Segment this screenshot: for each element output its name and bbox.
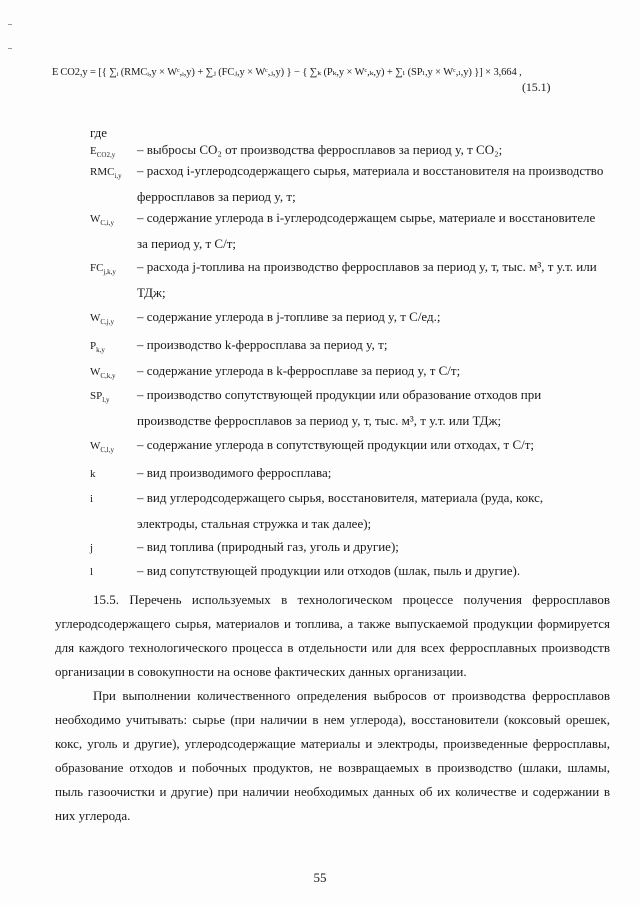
margin-mark — [8, 24, 12, 25]
paragraph-body: При выполнении количественного определения выбросов от производства ферросплавов необходимо учитывать: сырье (при наличии в нем углерода), восстановители (коксовый орешек, кокс, уголь и другие), углеродсодержащие материалы и электроды, произведенные ферросплавы, образование отходов и побочных продуктов, не возвращаемых в производство (шлаки, шламы, пыль газоочистки и другие) при наличии необходимых данных об их количестве и содержании в них углерода. — [55, 688, 610, 823]
definition-text: – вид углеродсодержащего сырья, восстановителя, материала (руда, кокс, электроды, стальная стружка и так далее); — [137, 490, 544, 531]
definition-symbol: $W_{C,i,y}$ — [90, 213, 115, 228]
definition-symbol: $SP_{l,y}$ — [90, 390, 110, 405]
definition-text: – вид топлива (природный газ, уголь и другие); — [137, 539, 399, 554]
definition-symbol: i — [90, 493, 94, 505]
paragraph-15-5: 15.5. Перечень используемых в технологическом процессе получения ферросплавов углеродсодержащего сырья, материалов и топлива, а также выпускаемой продукции формируется для каждого технологического процесса в отдельности или для всех ферросплавных производств организации в совокупности на основе фактических данных организации. — [55, 592, 610, 679]
definition-symbol: $P_{k,y}$ — [90, 340, 105, 355]
definition-text: – вид производимого ферросплава; — [137, 465, 332, 480]
page-number: 55 — [313, 870, 327, 885]
definition-text: – содержание углерода в k-ферросплаве за период y, т С/т; — [137, 363, 461, 378]
where-label: где — [90, 125, 108, 140]
definition-text: – содержание углерода в сопутствующей продукции или отходах, т С/т; — [137, 437, 535, 452]
definition-text: – содержание углерода в j-топливе за период y, т С/ед.; — [137, 309, 441, 324]
definition-symbol: j — [90, 542, 94, 554]
definition-text: – расход i-углеродсодержащего сырья, материала и восстановителя на производство ферросплавов за период y, т; — [137, 163, 604, 204]
formula-15-1 — [52, 66, 612, 94]
definition-symbol: $W_{C,l,y}$ — [90, 440, 115, 455]
definition-text: – расхода j-топлива на производство ферросплавов за период y, т, тыс. м³, т у.т. или ТДж; — [137, 259, 597, 300]
definition-text: – содержание углерода в i-углеродсодержащем сырье, материале и восстановителе за период y, т С/т; — [137, 210, 596, 251]
margin-mark — [8, 48, 12, 49]
formula-number: (15.1) — [522, 80, 551, 94]
definition-text: – производство k-ферросплава за период y, т; — [137, 337, 388, 352]
definition-text: – вид сопутствующей продукции или отходов (шлак, пыль и другие). — [137, 563, 521, 578]
definition-symbol: $W_{C,k,y}$ — [90, 366, 116, 381]
definition-symbol: $E_{CO2,y}$ — [90, 145, 116, 160]
formula-expression: E CO2,y = [{ ∑ᵢ (RMCᵢ,y × Wᶜ,ᵢ,y) + ∑ⱼ (FCⱼ,y × Wᶜ,ⱼ,y) } − { ∑ₖ (Pₖ,y × Wᶜ,ₖ,y) + ∑ₗ (SPₗ,y × Wᶜ,ₗ,y) }] × 3,664 , — [52, 67, 522, 78]
definition-symbol: $W_{C,j,y}$ — [90, 312, 115, 327]
definition-symbol: k — [90, 468, 96, 480]
definition-symbol: l — [90, 566, 94, 578]
definition-symbol: $RMC_{i,y}$ — [90, 166, 122, 181]
definition-text: – производство сопутствующей продукции или образование отходов при производстве ферросплавов за период y, т, тыс. м³, т у.т. или ТДж; — [137, 387, 542, 428]
definition-text: – выбросы CO₂ от производства ферросплавов за период y, т CO₂; — [137, 142, 503, 157]
definition-symbol: $FC_{j,k,y}$ — [90, 262, 116, 277]
